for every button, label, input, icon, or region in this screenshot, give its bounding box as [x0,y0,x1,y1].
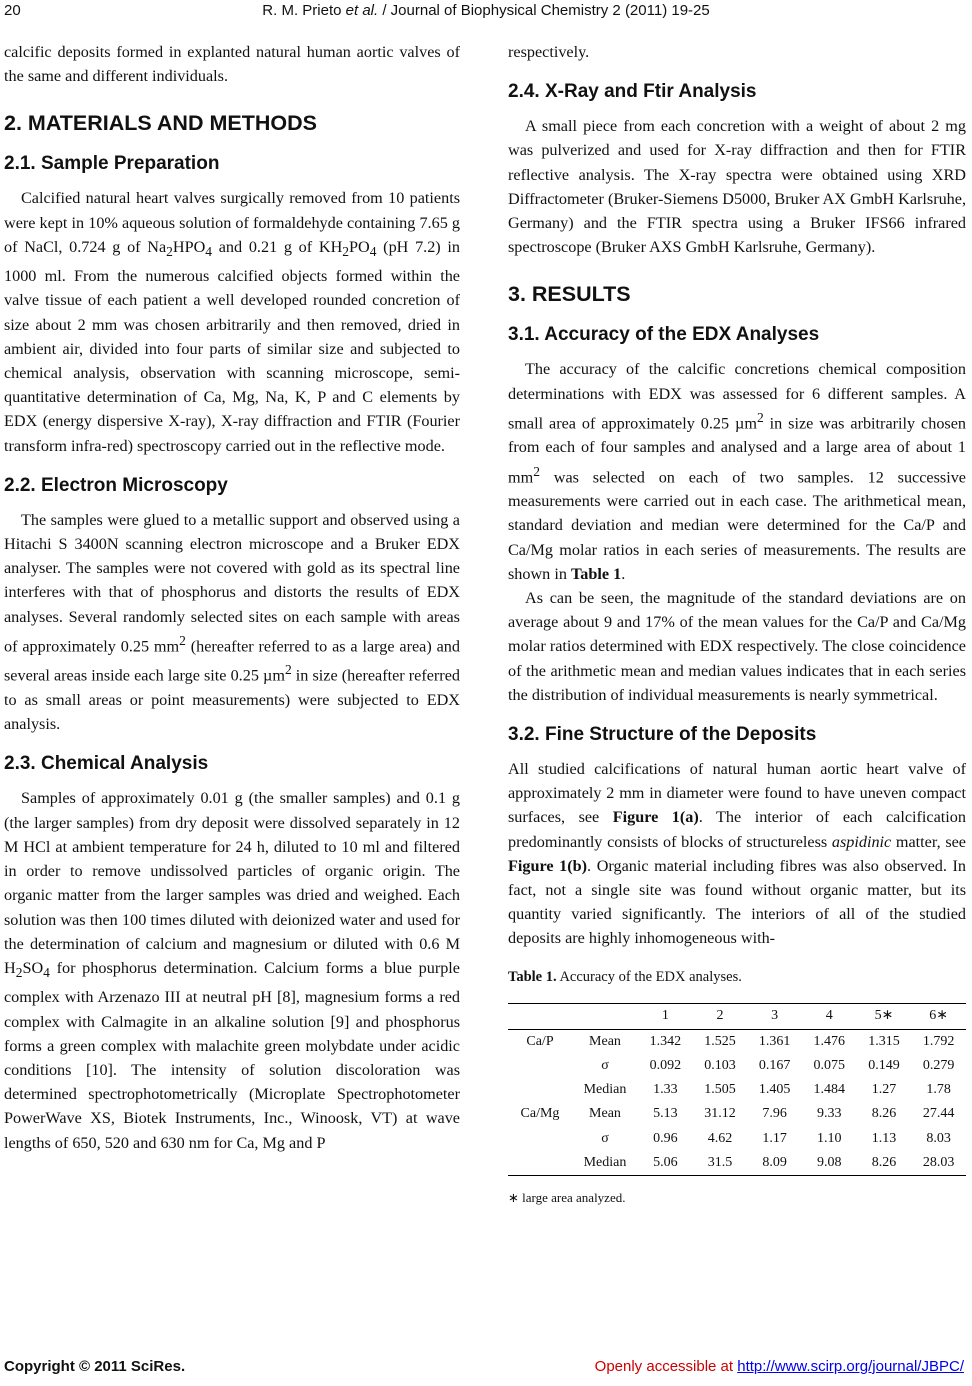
copyright-notice: Copyright © 2011 SciRes. [4,1358,186,1375]
header-authors: R. M. Prieto [262,2,346,19]
table-row [508,1102,966,1126]
table-cell: Ca/Mg [520,1106,560,1122]
table-cell: 9.33 [817,1106,842,1122]
paragraph-standard-deviation: As can be seen, the magnitude of the standard deviations are on average about 9 and 17% of the mean values for the Ca/P and Ca/Mg molar ratios determined with EDX respectively. The close coincidence of the arithmetic mean and median values indicates that in each series the distribution of individual measurements is nearly symmetrical. [508,589,966,704]
paragraph-intro-end: calcific deposits formed in explanted natural human aortic valves of the same and different individuals. [4,43,460,86]
table-cell: σ [601,1130,609,1146]
table-cell: 0.103 [704,1058,736,1074]
header-journal: / Journal of Biophysical Chemistry 2 (2011) 19-25 [378,2,710,19]
table-header-cell [572,1003,638,1029]
table-header-cell: 1 [638,1003,693,1029]
table-cell: 1.27 [871,1082,897,1098]
table-cell [508,1127,572,1151]
table-cell: Mean [589,1106,621,1122]
table-footnote: ∗ large area analyzed. [508,1190,626,1206]
open-access-notice [595,1358,964,1375]
table-row [508,1151,966,1176]
table-cell: 4.62 [707,1130,733,1146]
table-cell [508,1054,572,1078]
figure-1b-reference: Figure 1(b) [508,856,588,875]
table-cell: 8.03 [926,1130,951,1146]
table-1-reference: Table 1 [570,564,622,583]
table-cell: 1.525 [704,1033,736,1049]
table-header-cell: 6∗ [911,1003,966,1029]
table-cell: 8.09 [747,1151,802,1176]
table-cell: 0.092 [649,1058,682,1074]
table-cell: 7.96 [762,1106,787,1122]
table-cell: 1.17 [762,1130,787,1146]
table-cell: 1.484 [813,1082,846,1098]
table-cell: 0.279 [922,1058,955,1074]
table-cell: 0.96 [653,1130,678,1146]
header-etal: et al. [345,2,379,19]
subsection-heading-sample-preparation: 2.1. Sample Preparation [4,153,220,175]
section-heading-materials: 2. MATERIALS AND METHODS [4,111,317,136]
table-cell: 1.33 [653,1082,678,1098]
page-number: 20 [4,2,21,19]
table-cell: 1.505 [704,1082,736,1098]
table-cell: 5.13 [653,1106,678,1122]
journal-link[interactable]: http://www.scirp.org/journal/JBPC/ [737,1358,964,1375]
table-cell: Ca/P [526,1033,554,1049]
left-column [4,40,460,1155]
table-row [508,1127,966,1151]
table-cell: Median [583,1082,627,1098]
table-row [508,1029,966,1054]
table-cell: 1.342 [649,1033,682,1049]
table-cell: 31.5 [693,1151,748,1176]
table-cell: 8.26 [857,1151,912,1176]
table-header-cell: 5∗ [857,1003,912,1029]
edx-accuracy-table [508,1003,966,1176]
table-header-row [508,1003,966,1029]
table-cell: 0.167 [758,1058,791,1074]
table-cell: σ [601,1058,609,1074]
table-cell: Mean [589,1033,621,1049]
table-cell: 9.08 [802,1151,857,1176]
paragraph-fine-structure: All studied calcifications of natural human aortic heart valve of approximately 2 mm in diameter were found to have uneven compact surfaces, see Figure 1(a). The interior of each calcification predominantly consists of blocks of structureless aspidinic matter, see Figure 1(b). Organic material including fibres was also observed. In fact, not a single site was found without organic matter, but its quantity varied significantly. The interiors of all of the studied deposits are highly inhomogeneous with- [508,760,967,948]
table-cell: Median [572,1151,638,1176]
table-cell: 1.361 [758,1033,791,1049]
running-header [0,2,972,19]
table-cell: 0.149 [868,1058,900,1074]
subsection-heading-edx-accuracy: 3.1. Accuracy of the EDX Analyses [508,324,820,346]
table-cell: 1.78 [926,1082,951,1098]
open-access-label: Openly accessible at [594,1358,738,1375]
table-cell: 1.315 [868,1033,900,1049]
table-cell: 27.44 [922,1106,955,1122]
table-header-cell: 3 [747,1003,802,1029]
table-row [508,1078,966,1102]
subsection-heading-electron-microscopy: 2.2. Electron Microscopy [4,474,228,496]
right-column [508,40,966,1210]
table-caption: Table 1. Accuracy of the EDX analyses. [508,968,742,985]
table-cell [508,1078,572,1102]
table-cell: 28.03 [911,1151,966,1176]
paragraph-xray-ftir: A small piece from each concretion with a weight of about 2 mg was pulverized and used for X-ray diffraction and then for FTIR reflective analysis. The X-ray spectra were obtained using XRD Diffractometer (Bruker-Siemens D5000, Bruker AX GmbH Karlsruhe, Germany) and the FTIR spectra using a Bruker IFS66 infrared spectroscope (Bruker AXS GmbH Karlsruhe, Germany). [508,117,966,257]
table-header-cell: 4 [802,1003,857,1029]
table-cell: 1.405 [758,1082,791,1098]
table-cell: 1.792 [922,1033,955,1049]
figure-1a-reference: Figure 1(a) [612,808,699,827]
section-heading-results: 3. RESULTS [508,282,631,307]
table-cell: 1.13 [871,1130,897,1146]
paragraph-sample-preparation: Calcified natural heart valves surgically removed from 10 patients were kept in 10% aqueous solution of formaldehyde containing 7.65 g of NaCl, 0.724 g of $Na_2HPO_4$ and 0.21 g of $KH_2PO_4$ (pH 7.2) in 1000 ml. From the numerous calcified objects formed within the valve tissue of each patient a well developed rounded concretion of size about 2 mm was chosen arbitrarily and then removed, dried in ambient air, divided into four parts of similar size and subjected to chemical analysis, observation with scanning microscope, semi-quantitative determination of Ca, Mg, Na, K, P and C elements by EDX (energy dispersive X-ray), X-ray diffraction and FTIR (Fourier transform infra-red) spectroscopy carried out in the reflective mode. [4,189,460,455]
table-cell [508,1151,572,1176]
table-cell: 1.476 [813,1033,846,1049]
subsection-heading-fine-structure: 3.2. Fine Structure of the Deposits [508,724,817,746]
paragraph-electron-microscopy: The samples were glued to a metallic support and observed using a Hitachi S 3400N scanning electron microscope and a Bruker EDX analyser. The samples were not covered with gold as its spectral line interferes with that of phosphorus and distorts the results of EDX analyses. Several randomly selected sites on each sample with areas of approximately 0.25 $mm^2$ (hereafter referred to as a large area) and several areas inside each large site 0.25 µm$^2$ in size (hereafter referred to as small areas or point measurements) were subjected to EDX analysis. [4,510,460,734]
table-cell: 0.075 [813,1058,846,1074]
paragraph-continued: respectively. [508,43,590,61]
table-header-cell [508,1003,572,1029]
table-cell: 31.12 [704,1106,736,1122]
subsection-heading-chemical-analysis: 2.3. Chemical Analysis [4,753,209,775]
table-row [508,1054,966,1078]
table-header-cell: 2 [693,1003,748,1029]
table-cell: 5.06 [638,1151,693,1176]
table-cell: 8.26 [871,1106,897,1122]
paragraph-edx-accuracy: The accuracy of the calcific concretions chemical composition determinations with EDX was assessed for 6 different samples. A small area of approximately 0.25 µm$^2$ in size was arbitrarily chosen from each of four samples and analysed and a large area of about 1 $mm^2$ was selected on each of two samples. 12 successive measurements were carried out in each case. The arithmetical mean, standard deviation and median were determined for the Ca/P and Ca/Mg molar ratios in each series of measurements. The results are shown in Table 1. [508,360,966,583]
subsection-heading-xray-ftir: 2.4. X-Ray and Ftir Analysis [508,81,757,103]
table-cell: 1.10 [817,1130,842,1146]
paragraph-chemical-analysis: Samples of approximately 0.01 g (the smaller samples) and 0.1 g (the larger samples) from dry deposit were dissolved separately in 12 M HCl at ambient temperature for 24 h, diluted to 10 ml and filtered in order to remove undissolved particles of organic origin. The organic matter from the larger samples was dried and weighed. Each solution was then 100 times diluted with deionized water and used for the determination of calcium and magnesium or diluted with 0.6 M $H_2SO_4$ for phosphorus determination. Calcium forms a blue purple complex with Arzenazo III at neutral pH [8], magnesium forms a red complex with Calmagite in an alkaline solution [9] and phosphorus forms a green complex with malachite green molybdate under acidic conditions [10]. The intensity of solution discoloration was determined spectrophotometrically (Microplate Spectrophotometer PowerWave XS, Biotek Instruments, Inc., Winoosk, VT) at wave lengths of 650, 520 and 630 nm for Ca, Mg and P [4,789,460,1152]
